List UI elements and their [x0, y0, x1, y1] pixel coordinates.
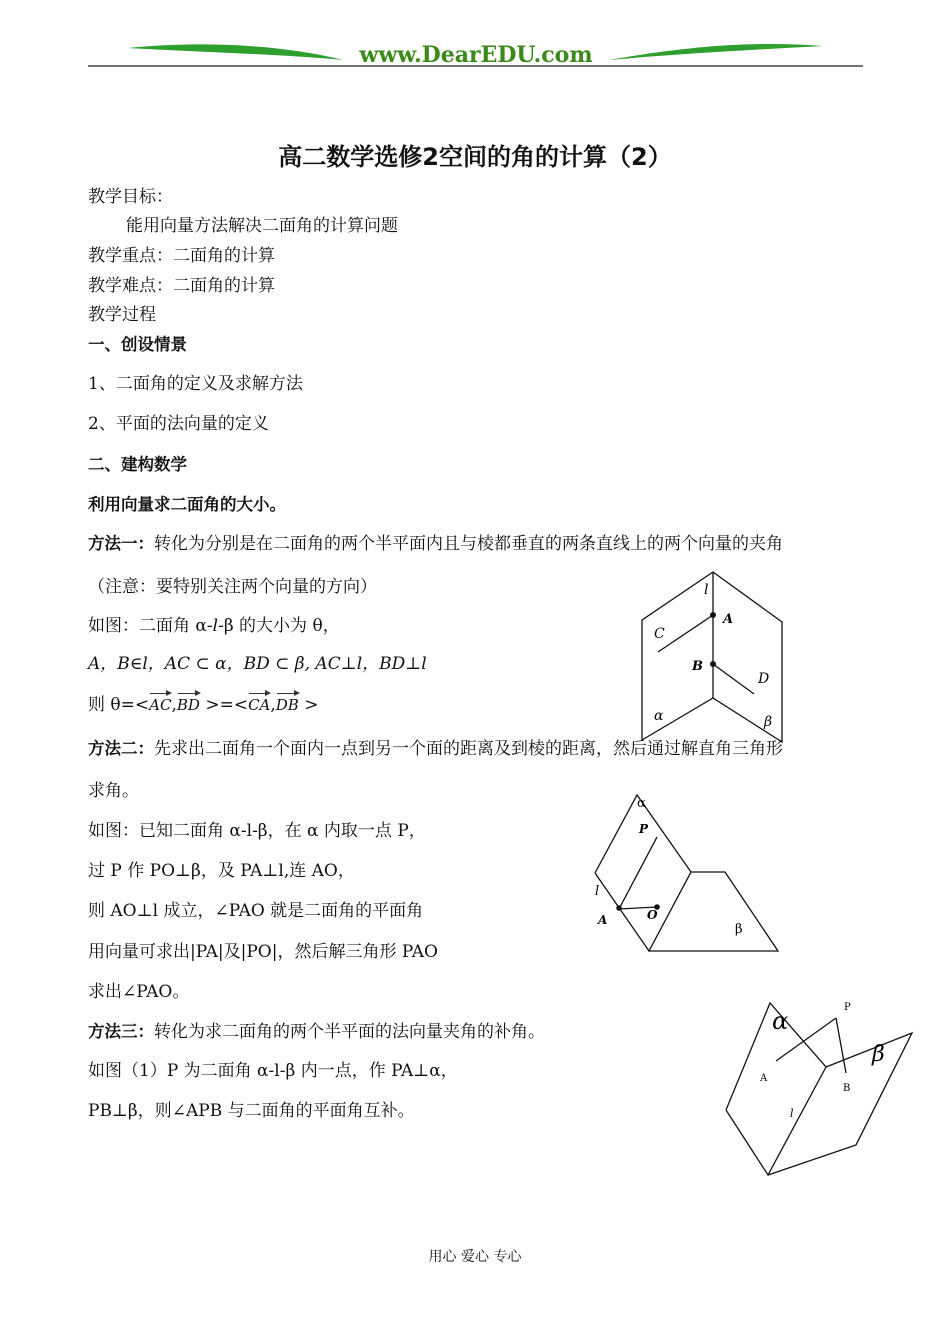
method-1-figure-desc	[88, 615, 340, 637]
method-3-text: 转化为求二面角的两个半平面的法向量夹角的补角。	[154, 1022, 545, 1042]
dihedral-figure-2	[585, 785, 785, 955]
fig-desc-l: l	[212, 616, 219, 636]
goal-text: 能用向量方法解决二面角的计算问题	[126, 216, 398, 236]
vector-ca: CA	[248, 690, 270, 716]
method-1-line	[88, 533, 783, 555]
logo-text: www.DearEDU.com	[359, 42, 593, 68]
fig2-l: l	[595, 884, 600, 899]
dihedral-figure-1	[630, 560, 800, 760]
list-item-2: 2、平面的法向量的定义	[88, 414, 269, 434]
method-1-text: 转化为分别是在二面角的两个半平面内且与棱都垂直的两条直线上的两个向量的夹角	[154, 534, 783, 554]
section-heading-2: 二、建构数学	[88, 455, 187, 474]
method-2-line-4: 用向量可求出|PA|及|PO|，然后解三角形 PAO	[88, 942, 438, 962]
method-2-line-2: 过 P 作 PO⊥β，及 PA⊥l,连 AO，	[88, 861, 355, 881]
key-point: 教学重点：二面角的计算	[88, 246, 275, 266]
method-2-label: 方法二：	[88, 739, 154, 758]
difficulty: 教学难点：二面角的计算	[88, 276, 275, 296]
method-2-text: 先求出二面角一个面内一点到另一个面的距离及到棱的距离，然后通过解直角三角形	[154, 739, 783, 759]
fig1-l: l	[704, 582, 709, 598]
method-1-conditions: A，B∈l，AC ⊂ α，BD ⊂ β, AC⊥l，BD⊥l	[88, 654, 427, 674]
method-3-label: 方法三：	[88, 1022, 154, 1041]
theta-pre: 则 θ=<	[88, 695, 150, 715]
logo-swoosh-graphic	[88, 36, 863, 70]
vector-heading: 利用向量求二面角的大小。	[88, 495, 286, 514]
method-3-line	[88, 1021, 545, 1043]
fig1-alpha: α	[654, 708, 664, 724]
theta-end: >	[304, 695, 319, 715]
vector-ac: AC	[149, 690, 171, 716]
fig1-beta: β	[764, 714, 773, 730]
method-2-line-5: 求出∠PAO。	[88, 982, 190, 1002]
fig2-P: P	[639, 822, 649, 836]
fig2-A: A	[598, 913, 608, 927]
fig2-alpha: α	[637, 796, 646, 811]
fig3-B: B	[843, 1083, 851, 1094]
vector-db: DB	[276, 690, 299, 716]
page-footer: 用心 爱心 专心	[428, 1249, 522, 1265]
fig1-D: D	[758, 671, 770, 687]
goal-label: 教学目标：	[88, 187, 173, 207]
method-3-line-2: PB⊥β，则∠APB 与二面角的平面角互补。	[88, 1101, 415, 1121]
fig2-O: O	[647, 908, 658, 922]
list-item-1: 1、二面角的定义及求解方法	[88, 374, 303, 394]
fig-desc-pre: 如图：二面角 α-	[88, 616, 213, 636]
method-3-line-1: 如图（1）P 为二面角 α-l-β 内一点，作 PA⊥α，	[88, 1061, 458, 1081]
fig1-B: B	[692, 659, 703, 674]
dihedral-figure-3	[718, 995, 918, 1180]
header-logo	[88, 36, 863, 70]
fig3-alpha: α	[772, 1007, 789, 1035]
theta-mid: >=<	[205, 695, 249, 715]
fig1-C: C	[654, 626, 665, 642]
method-2-line-3: 则 AO⊥l 成立，∠PAO 就是二面角的平面角	[88, 901, 424, 921]
method-1-label: 方法一：	[88, 534, 154, 553]
method-1-note: （注意：要特别关注两个向量的方向）	[88, 577, 377, 597]
fig3-beta: β	[872, 1042, 885, 1067]
process-label: 教学过程	[88, 305, 156, 325]
vector-bd: BD	[177, 690, 200, 716]
fig3-P: P	[844, 1002, 851, 1013]
method-1-theta: 则 θ=<AC,BD >=<CA,DB >	[88, 690, 319, 716]
fig2-beta: β	[735, 922, 743, 937]
method-2-line-1: 如图：已知二面角 α-l-β，在 α 内取一点 P，	[88, 821, 426, 841]
page-title: 高二数学选修2空间的角的计算（2）	[278, 143, 672, 171]
fig-desc-post: -β 的大小为 θ，	[218, 616, 340, 636]
method-2-text-2: 求角。	[88, 781, 139, 801]
fig3-A: A	[760, 1073, 768, 1084]
fig1-A: A	[723, 612, 734, 627]
fig3-l: l	[790, 1107, 794, 1120]
section-heading-1: 一、创设情景	[88, 335, 187, 354]
